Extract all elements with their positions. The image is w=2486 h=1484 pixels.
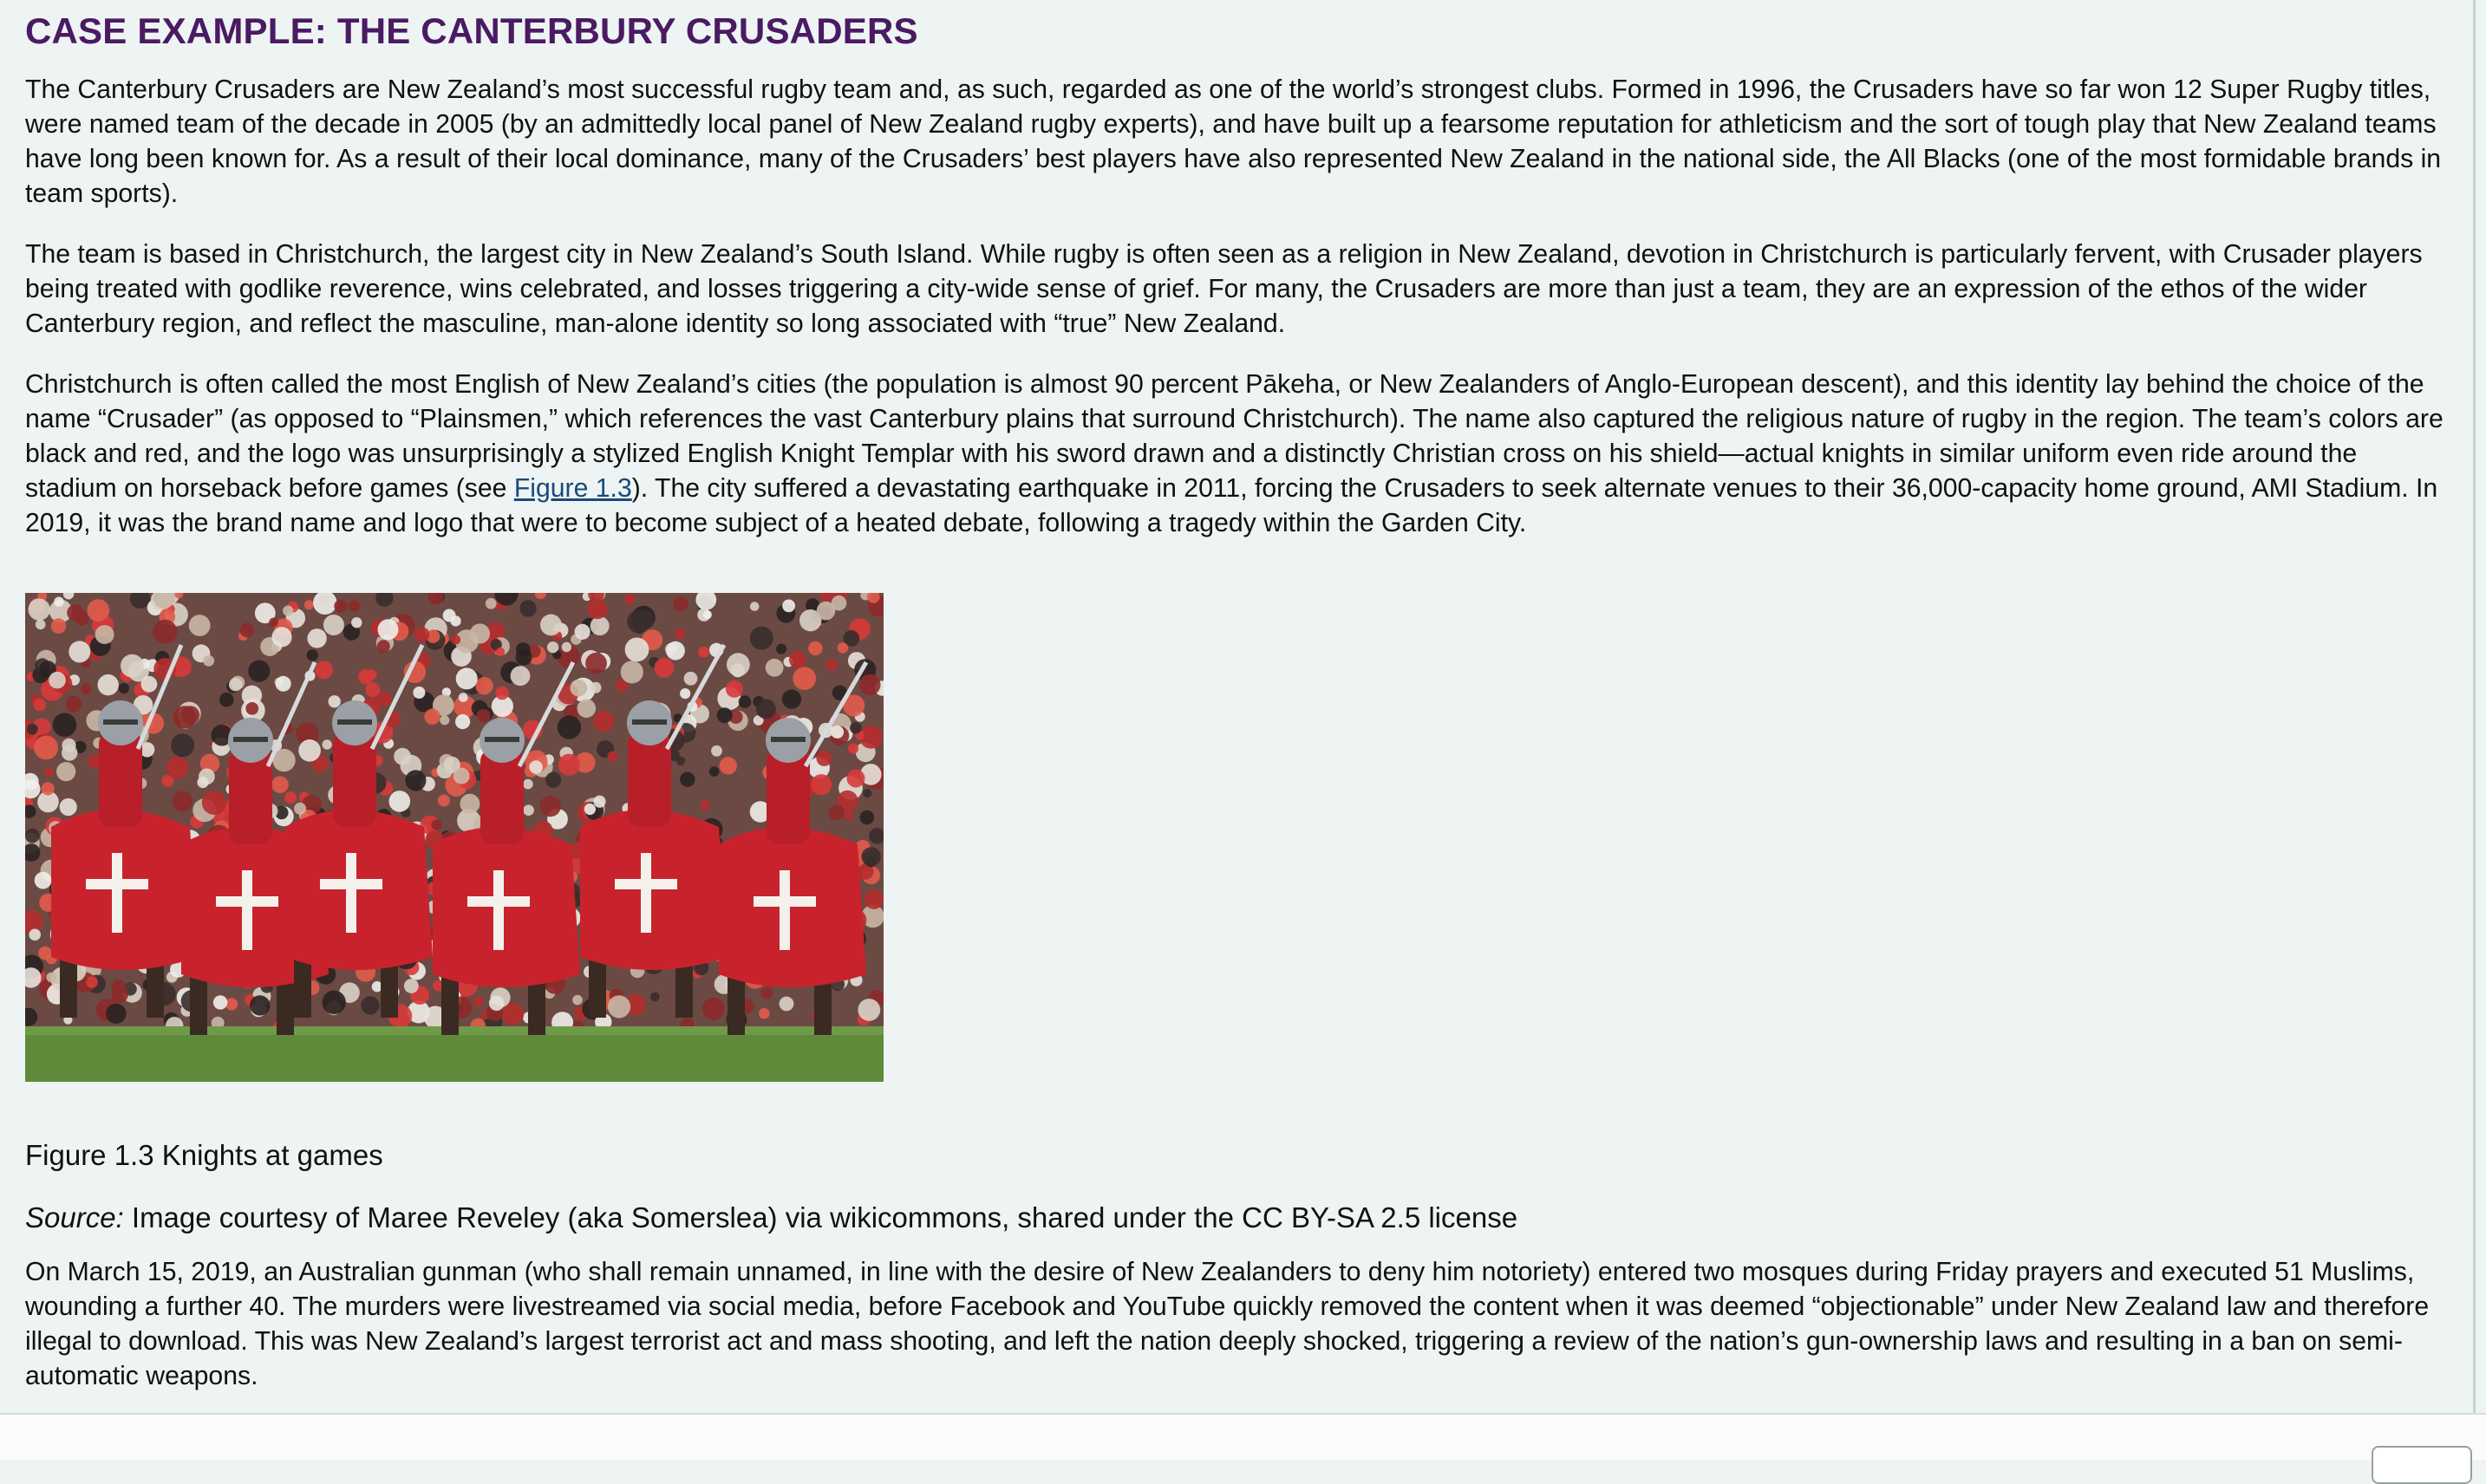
figure-caption: Figure 1.3 Knights at games xyxy=(25,1139,383,1171)
toolbar-button[interactable] xyxy=(2372,1446,2472,1484)
paragraph-christchurch: The team is based in Christchurch, the largest city in New Zealand’s South Island. While rugby is often seen as a religion in New Zealand, devotion in Christchurch is particularly fervent, with Crusader players being treated with godlike reverence, wins celebrated, and losses triggering a city-wide sense of grief. For many, the Crusaders are more than just a team, they are an expression of the ethos of the wider Canterbury region, and reflect the masculine, man-alone identity so long associated with “true” New Zealand. xyxy=(25,240,2423,338)
case-heading: CASE EXAMPLE: THE CANTERBURY CRUSADERS xyxy=(25,10,918,51)
figure-source xyxy=(25,1200,2453,1236)
paragraph-intro: The Canterbury Crusaders are New Zealand’s most successful rugby team and, as such, regarded as one of the world’s strongest clubs. Formed in 1996, the Crusaders have so far won 12 Super Rugby titles, were named team of the decade in 2005 (by an admittedly local panel of New Zealand rugby experts), and have built up a fearsome reputation for athleticism and the sort of tough play that New Zealand teams have long been known for. As a result of their local dominance, many of the Crusaders’ best players have also represented New Zealand in the national side, the All Blacks (one of the most formidable brands in team sports). xyxy=(25,75,2442,208)
figure-source-label: Source: xyxy=(25,1201,124,1233)
figure-source-text: Image courtesy of Maree Reveley (aka Somerslea) via wikicommons, shared under the CC BY-SA 2.5 license xyxy=(123,1201,1518,1233)
knights-photo-illustration xyxy=(25,593,884,1082)
bottom-toolbar xyxy=(0,1413,2486,1460)
knights-photo xyxy=(25,593,884,1082)
paragraph-name-origin-end: ). The city suffered a devastating earthquake in 2011, forcing the Crusaders to seek alternate venues to their 36,000-capacity home ground, AMI Stadium. In 2019, it was the brand name and logo that were to become subject of a heated debate, following a tragedy within the Garden City. xyxy=(25,474,2438,537)
figure-reference-link[interactable]: Figure 1.3 xyxy=(513,474,632,503)
paragraph-march-15: On March 15, 2019, an Australian gunman (who shall remain unnamed, in line with the desire of New Zealanders to deny him notoriety) entered two mosques during Friday prayers and executed 51 Muslims, wounding a further 40. The murders were livestreamed via social media, before Facebook and YouTube quickly removed the content when it was deemed “objectionable” under New Zealand law and therefore illegal to download. This was New Zealand’s largest terrorist act and mass shooting, and left the nation deeply shocked, triggering a review of the nation’s gun-ownership laws and resulting in a ban on semi-automatic weapons. xyxy=(25,1258,2430,1390)
document-content xyxy=(25,0,2453,1394)
paragraph-name-origin-start: Christchurch is often called the most English of New Zealand’s cities (the population is almost 90 percent Pākeha, or New Zealanders of Anglo-European descent), and this identity lay behind the choice of the name “Crusader” (as opposed to “Plainsmen,” which references the vast Canterbury plains that surround Christchurch). The name also captured the religious nature of rugby in the region. The team’s colors are black and red, and the logo was unsurprisingly a stylized English Knight Templar with his sword drawn and a distinctly Christian cross on his shield—actual knights in similar uniform even ride around the stadium on horseback before games (see xyxy=(25,370,2444,503)
paragraph-name-origin xyxy=(25,368,2453,541)
